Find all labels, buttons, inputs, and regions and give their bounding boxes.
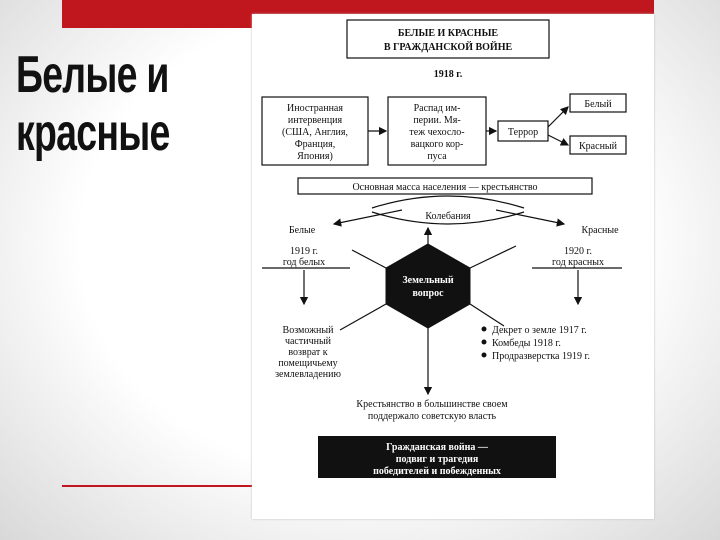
header-line-1: БЕЛЫЕ И КРАСНЫЕ [397,28,499,39]
reds-measure-3: Продразверстка 1919 г. [492,351,590,362]
collapse-line-1: Распад им- [413,103,461,114]
hesitation-curve-top [372,196,524,208]
whites-outcome-line-3: возврат к [288,347,328,358]
footer-line-1: Гражданская война — [386,442,488,453]
accent-line-bottom [62,485,262,487]
spoke-lower-left [340,304,386,330]
conclusion-line-1: Крестьянство в большинстве своем [356,399,508,410]
whites-year-line-1: 1919 г. [290,246,318,257]
whites-outcome-line-4: помещичьему [278,358,338,369]
intervention-line-4: Франция, [294,139,336,150]
footer-line-2: подвиг и трагедия [395,454,479,465]
diagram-scan [252,14,654,519]
bullet-icon [482,327,487,332]
arrow-terror-white [548,107,568,127]
year-label: 1918 г. [433,69,463,80]
intervention-line-5: Япония) [297,151,333,162]
whites-year-line-2: год белых [282,257,326,268]
title-line-1: Белые и [16,46,169,104]
title-line-2: красные [16,104,170,162]
whites-outcome-line-5: землевладению [275,369,341,380]
land-question-hexagon [386,244,470,328]
arrow-terror-red [548,135,568,145]
whites-outcome-line-1: Возможный [282,325,334,336]
footer-line-3: победителей и побежденных [373,466,501,477]
terror-label: Террор [507,127,539,138]
whites-label: Белые [288,225,316,236]
land-question-line-1: Земельный [402,275,454,286]
reds-measure-2: Комбеды 1918 г. [492,338,561,349]
whites-outcome-line-2: частичный [284,336,332,347]
peasantry-label: Основная масса населения — крестьянство [352,182,538,193]
header-line-2: В ГРАЖДАНСКОЙ ВОЙНЕ [383,42,513,53]
spoke-lower-right [470,304,504,326]
land-question-line-2: вопрос [412,288,444,299]
collapse-line-2: перии. Мя- [413,115,461,126]
reds-year-line-2: год красных [552,257,604,268]
red-terror-label: Красный [579,141,617,152]
bullet-icon [482,340,487,345]
reds-year-line-1: 1920 г. [564,246,592,257]
collapse-line-4: вацкого кор- [410,139,464,150]
white-terror-label: Белый [584,99,612,110]
intervention-line-2: интервенция [287,115,343,126]
reds-measure-1: Декрет о земле 1917 г. [492,325,587,336]
reds-label: Красные [581,225,619,236]
intervention-line-3: (США, Англия, [282,127,348,138]
collapse-line-5: пуса [427,151,447,162]
spoke-upper-left [352,250,386,268]
collapse-line-3: теж чехосло- [409,127,465,138]
conclusion-line-2: поддержало советскую власть [367,411,497,422]
bullet-icon [482,353,487,358]
hesitation-label: Колебания [425,211,471,222]
diagram-svg [252,14,654,519]
intervention-line-1: Иностранная [287,103,343,114]
spoke-upper-right [470,246,516,268]
slide-title [16,46,182,162]
